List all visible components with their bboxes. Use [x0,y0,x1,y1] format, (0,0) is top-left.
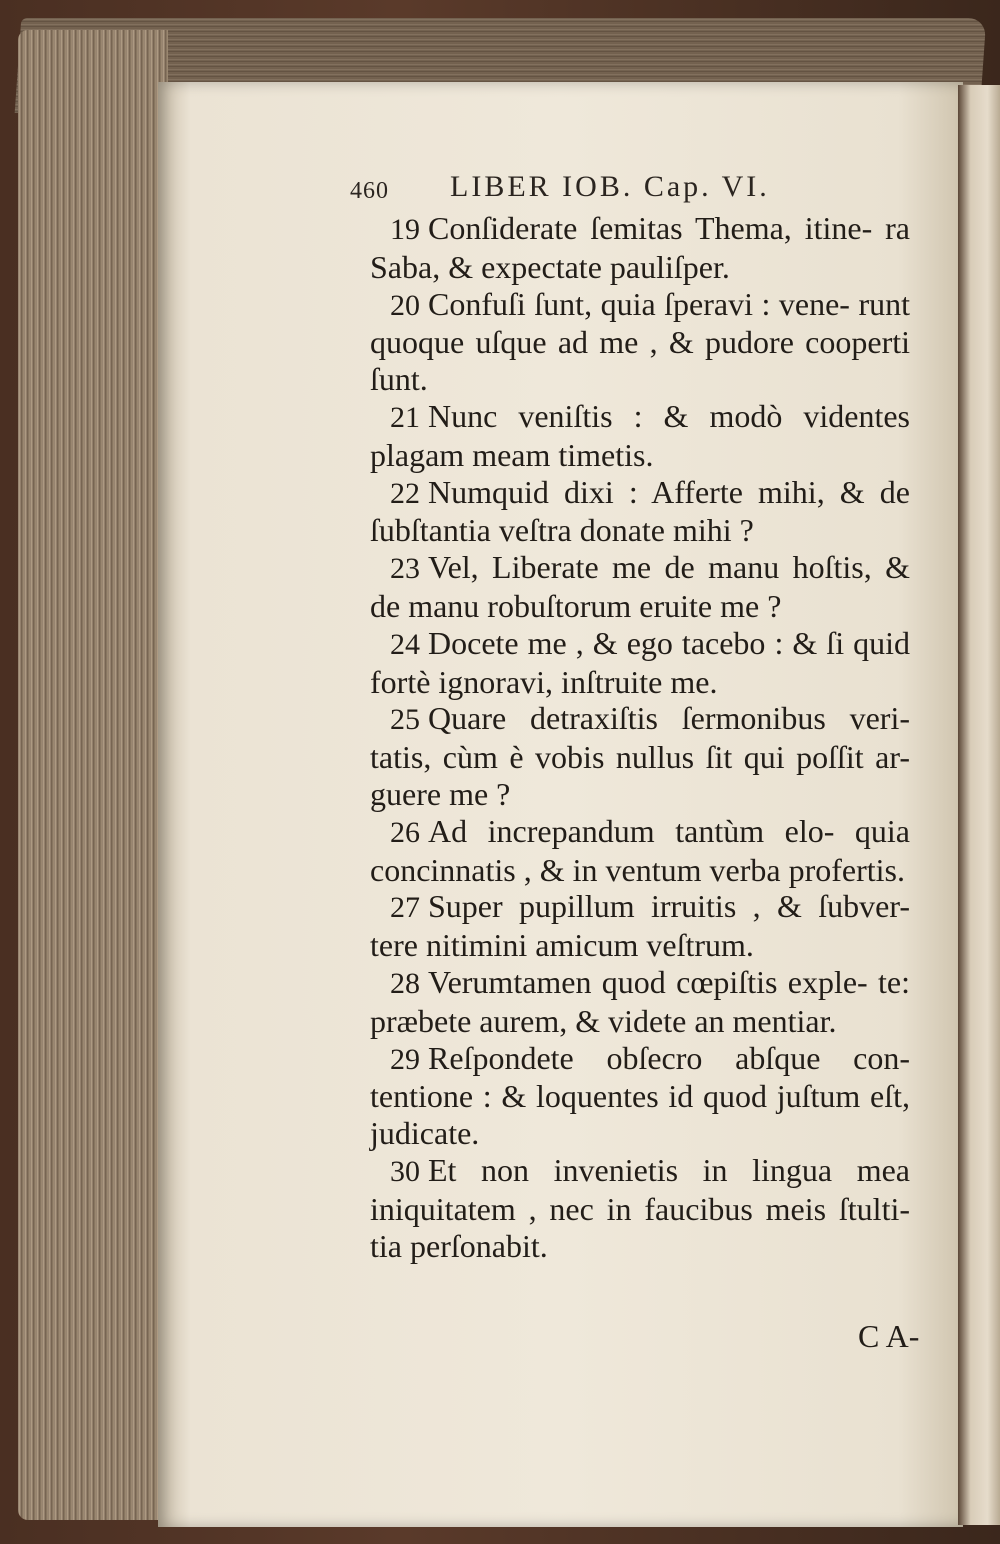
verse-text: Conſiderate ſemitas Thema, itine- ra Saba, & expectate pauliſper. [370,210,910,285]
verse-number: 28 [390,966,420,1000]
verse [370,888,910,964]
verse [370,474,910,550]
verse [370,813,910,889]
catchword: C A- [858,1318,920,1354]
verse [370,286,910,398]
verse-text: Vel, Liberate me de manu hoſtis, & de manu robuſtorum eruite me ? [370,549,910,624]
verse-number: 19 [390,213,420,246]
verse-number: 20 [390,288,420,322]
verse [370,398,910,474]
verse-text: Quare detraxiſtis ſermonibus veri- tatis, cùm è vobis nullus ſit qui poſſit ar- guere me ? [370,700,910,812]
verse-number: 29 [390,1042,420,1076]
verse [370,210,910,286]
running-header [350,170,820,210]
page-number: 460 [350,178,389,204]
verse-text: Numquid dixi : Afferte mihi, & de ſubſtantia veſtra donate mihi ? [370,473,910,549]
verse-number: 30 [390,1154,420,1188]
verse-text: Docete me , & ego tacebo : & ſi quid fortè ignoravi, inſtruite me. [370,624,910,700]
verse [370,964,910,1040]
verse-number: 26 [390,815,420,849]
verse-text: Ad increpandum tantùm elo- quia concinnatis , & in ventum verba profertis. [370,812,910,888]
verse-number: 25 [390,703,420,737]
verse-text: Super pupillum irruitis , & ſubver- tere nitimini amicum veſtrum. [370,888,910,964]
verse-text: Nunc veniſtis : & modò videntes plagam meam timetis. [370,397,910,473]
facing-page-edge [958,85,1000,1525]
verse-number: 22 [390,476,420,510]
verse [370,625,910,701]
running-title: LIBER IOB. Cap. VI. [450,170,770,203]
verse-text: Verumtamen quod cœpiſtis exple- te: præbete aurem, & videte an mentiar. [370,963,910,1039]
verse [370,700,910,812]
verse-number: 27 [390,891,420,925]
verse [370,1152,910,1264]
verse [370,549,910,625]
verse-list [370,210,910,1264]
verse-text: Confuſi ſunt, quia ſperavi : vene- runt quoque uſque ad me , & pudore cooperti ſunt. [370,285,910,398]
verse-number: 23 [390,552,420,586]
verse-number: 21 [390,400,420,434]
verse [370,1040,910,1152]
verse-text: Reſpondete obſecro abſque con- tentione : & loquentes id quod juſtum eſt, judicate. [370,1039,910,1152]
page-edges-left [18,30,168,1520]
verse-number: 24 [390,627,420,661]
verse-text: Et non invenietis in lingua mea iniquitatem , nec in faucibus meis ſtulti- tia perſonabit. [370,1151,910,1264]
